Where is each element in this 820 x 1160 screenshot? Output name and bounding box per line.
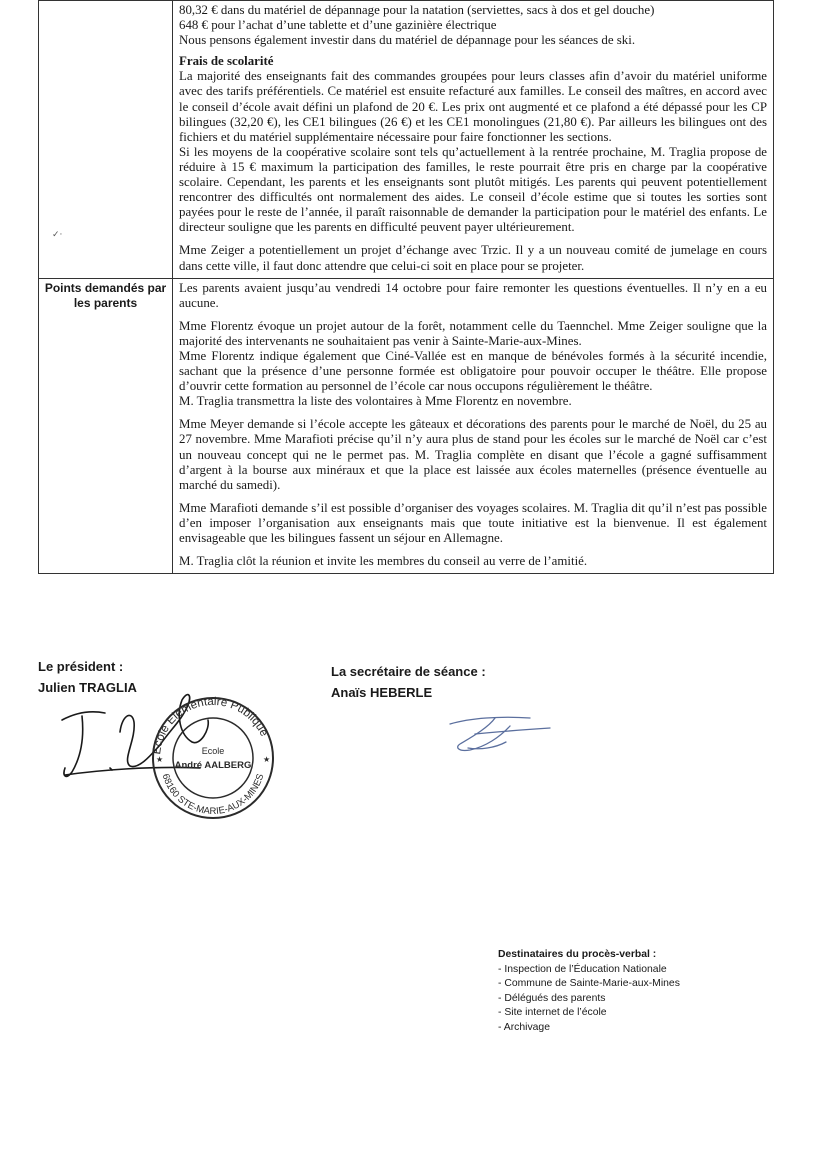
paragraph: Mme Florentz évoque un projet autour de la forêt, notamment celle du Taennchel. Mme Zeiger souligne que la majorité des intervenants ne souhaitaient pas venir à Sainte-Marie-aux-Mines. Mme Florentz indique également que Ciné-Vallée est en manque de bénévoles formés à la sécurité incendie, sachant que la présence d’une personne formée est obligatoire pour pouvoir occuper le théâtre. Elle propose d’ouvrir cette formation au personnel de l’école car nous occupons régulièrement le théâtre. M. Traglia transmettra la liste des volontaires à Mme Florentz en novembre. [179, 318, 767, 409]
expense-line: Nous pensons également investir dans du matériel de dépannage pour les séances de ski. [179, 33, 636, 48]
paragraph: Mme Zeiger a potentiellement un projet d’échange avec Trzic. Il y a un nouveau comité de jumelage en cours dans cette ville, il faut donc attendre que celui-ci soit en place pour se projeter. [179, 243, 767, 273]
row-content-cell [173, 1, 774, 279]
list-item: - Inspection de l’Éducation Nationale [498, 963, 667, 975]
paragraph: Mme Meyer demande si l’école accepte les gâteaux et décorations des parents pour le marché de Noël, du 25 au 27 novembre. Mme Marafioti précise qu’il n’y aura plus de stand pour les écoles sur le marché de Noël car c’est un nouveau concept qui ne le permet pas. M. Traglia complète en disant que l’école a gagné suffisamment d’argent à la bourse aux minéraux et que la place est laissée aux écoles maternelles (présence éventuelle au marché du samedi). [179, 417, 767, 492]
recipients-title: Destinataires du procès-verbal : [498, 949, 657, 960]
row-label: Points demandés par les parents [44, 280, 167, 310]
school-stamp [151, 696, 273, 818]
secretary-title: La secrétaire de séance : [331, 664, 486, 679]
stamp-bottom-text: 68160 STE-MARIE-AUX-MINES [159, 772, 267, 818]
secretary-block [331, 661, 486, 703]
paragraph: M. Traglia clôt la réunion et invite les membres du conseil au verre de l’amitié. [179, 554, 588, 569]
margin-mark: ✓· [52, 230, 63, 240]
president-signature-and-stamp [60, 680, 280, 830]
president-name: Julien TRAGLIA [38, 680, 137, 695]
paragraph: Mme Marafioti demande s’il est possible d’organiser des voyages scolaires. M. Traglia dit qu’il n’est pas possible d’en imposer l’organisation aux enseignants mais que toute initiative est la bienvenue. Il est également envisageable que les bilingues fassent un séjour en Allemagne. [179, 500, 767, 545]
expense-lines [179, 3, 767, 48]
secretary-signature [440, 712, 560, 762]
paragraph: Les parents avaient jusqu’au vendredi 14 octobre pour faire remonter les questions éventuelles. Il n’y en a eu aucune. [179, 280, 767, 310]
list-item: - Commune de Sainte-Marie-aux-Mines [498, 978, 680, 990]
expense-line: 80,32 € dans du matériel de dépannage pour la natation (serviettes, sacs à dos et gel douche) [179, 3, 655, 17]
list-item: - Archivage [498, 1021, 550, 1033]
list-item: - Site internet de l’école [498, 1007, 607, 1019]
stamp-center-line-1: Ecole [201, 746, 225, 756]
stamp-star-icon: ★ [263, 755, 271, 764]
paragraph: Si les moyens de la coopérative scolaire sont tels qu’actuellement à la rentrée prochaine, M. Traglia propose de réduire à 15 € maximum la participation des familles, le reste pourrait être pris en charge par la coopérative scolaire. Cependant, les parents et les enseignants sont plutôt mitigés. Les parents qui peuvent potentiellement rencontrer des difficultés ont normalement des aides. Le conseil d’école estime que si toutes les sorties sont payées pour le reste de l’année, il paraît raisonnable de demander la participation pour le matériel des enfants. Le directeur souligne que les parents en difficulté peuvent payer ultérieurement. [179, 144, 767, 235]
stamp-star-icon: ★ [156, 755, 164, 764]
row-content-cell [173, 278, 774, 574]
table-row [39, 1, 774, 279]
paragraph: La majorité des enseignants fait des commandes groupées pour leurs classes afin d’avoir du matériel uniforme avec des tarifs préférentiels. Ce matériel est ensuite refacturé aux familles. Le conseil des maîtres, en accord avec le conseil d’école avait défini un plafond de 20 €. Les prix ont augmenté et ce plafond a été dépassé pour les CP bilingues (32,20 €), les CE1 bilingues (26 €) et les CE1 monolingues (21,80 €). Par ailleurs les bilingues ont des fichiers et du matériel supplémentaire nécessaire pour faire fonctionner les sections. [179, 69, 767, 144]
table-row [39, 278, 774, 574]
list-item: - Délégués des parents [498, 992, 606, 1004]
president-title: Le président : [38, 659, 124, 674]
row-label-cell [39, 278, 173, 574]
row-label [39, 1, 172, 5]
secretary-name: Anaïs HEBERLE [331, 685, 433, 700]
stamp-center-line-2: André AALBERG [174, 760, 252, 771]
section-heading: Frais de scolarité [179, 54, 274, 69]
stamp-top-text: Ecole Elementaire Publique [151, 695, 270, 756]
recipients-list [498, 948, 680, 1036]
svg-text:68160 STE-MARIE-AUX-MINES [160, 772, 267, 817]
expense-line: 648 € pour l’achat d’une tablette et d’une gazinière électrique [179, 18, 497, 33]
minutes-table [38, 0, 774, 574]
